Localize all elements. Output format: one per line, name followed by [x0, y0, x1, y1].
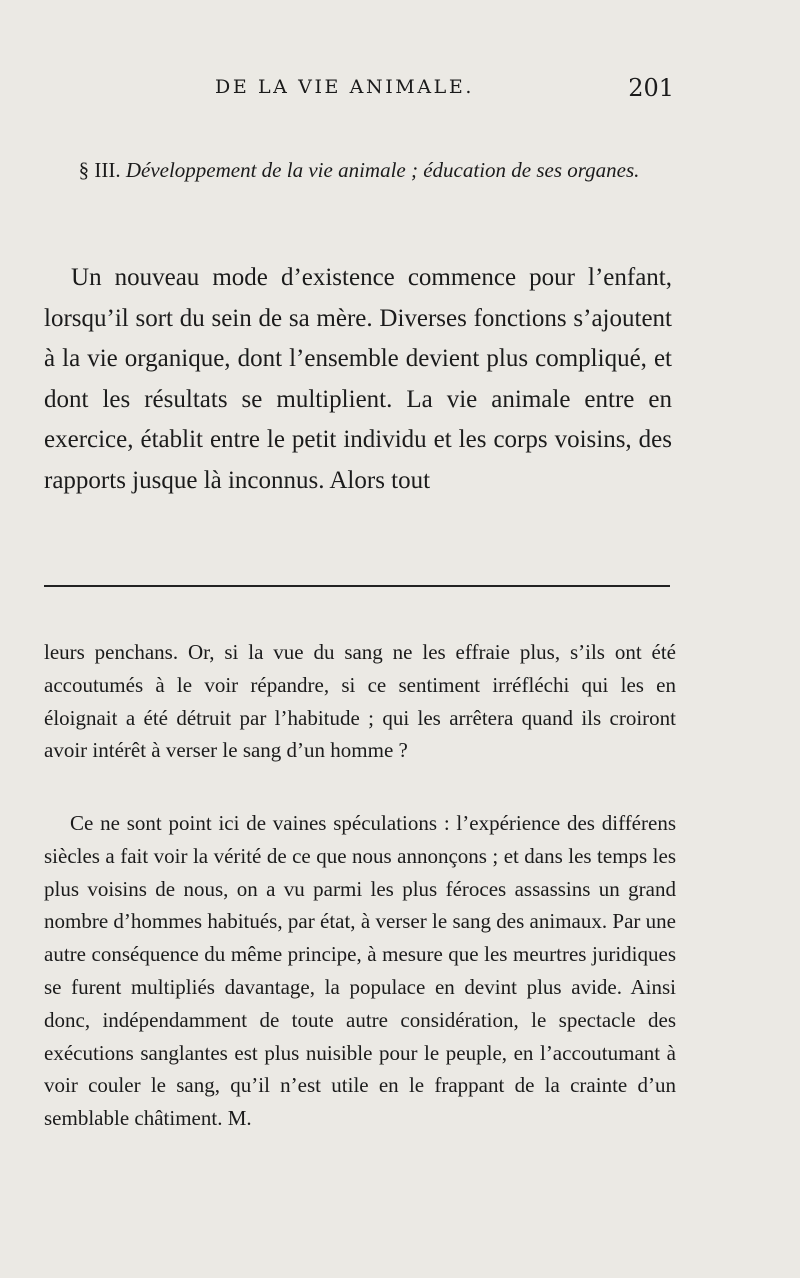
running-head: DE LA VIE ANIMALE.	[215, 76, 475, 98]
footnote-divider	[44, 585, 670, 587]
section-title: Développement de la vie animale ; éducation de ses organes.	[125, 158, 640, 182]
page-number: 201	[628, 74, 674, 102]
footnote-paragraph-1: leurs penchans. Or, si la vue du sang ne les effraie plus, s’ils ont été accoutumés à le voir répandre, si ce sentiment irréfléchi qui les en éloignait a été détruit par l’habitude ; qui les arrêtera quand ils croiront avoir intérêt à verser le sang d’un homme ?	[44, 640, 676, 763]
main-body-paragraph: Un nouveau mode d’existence commence pour l’enfant, lorsqu’il sort du sein de sa mère. Diverses fonctions s’ajoutent à la vie organique, dont l’ensemble devient plus compliqué, et dont les résultats se multiplient. La vie animale entre en exercice, établit entre le petit individu et les corps voisins, des rapports jusque là inconnus. Alors tout	[44, 264, 672, 494]
section-heading	[46, 154, 672, 186]
footnote-paragraph-2: Ce ne sont point ici de vaines spéculations : l’expérience des différens siècles a fait voir la vérité de ce que nous annonçons ; et dans les temps les plus voisins de nous, on a vu parmi les plus féroces assassins un grand nombre d’hommes habitués, par état, à verser le sang des animaux. Par une autre conséquence du même principe, à mesure que les meurtres juridiques se furent multipliés davantage, la populace en devint plus avide. Ainsi donc, indépendamment de toute autre considération, le spectacle des exécutions sanglantes est plus nuisible pour le peuple, en l’accoutumant à voir couler le sang, qu’il n’est utile en le frappant de la crainte d’un semblable châtiment. M.	[44, 811, 676, 1131]
section-number: § III.	[78, 158, 121, 182]
